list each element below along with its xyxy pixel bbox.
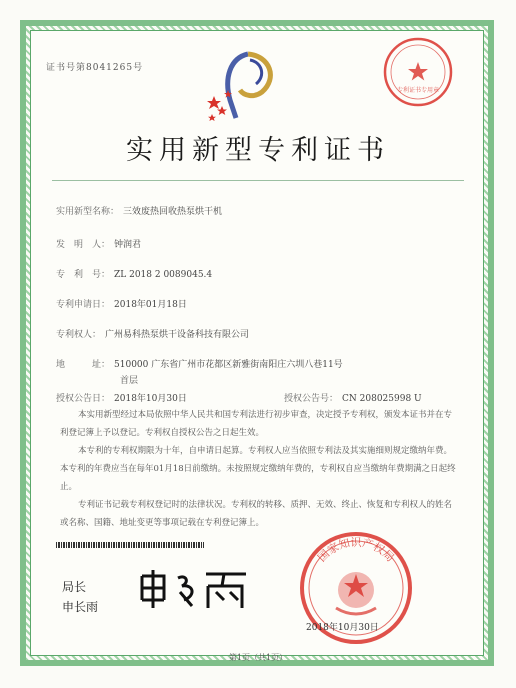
field-value: 510000 广东省广州市花都区新雅街南阳庄六圳八巷11号	[114, 360, 343, 370]
field-address	[56, 357, 343, 370]
page-number: 第1页（共1页）	[228, 653, 288, 662]
field-label: 授权公告号：	[284, 394, 339, 404]
page-title: 实用新型专利证书	[126, 135, 390, 166]
field-label: 实用新型名称：	[56, 207, 120, 217]
seal-date: 2018年10月30日	[306, 623, 379, 633]
field-value: 广州易科热泵烘干设备科技有限公司	[105, 330, 250, 340]
svg-text:国家知识产权局: 国家知识产权局	[315, 536, 397, 565]
patent-office-logo	[200, 48, 290, 128]
field-label: 专利权人：	[56, 330, 102, 340]
handwritten-signature	[134, 566, 254, 610]
official-stamp-top	[382, 36, 454, 108]
paragraph-term: 本专利的专利权期限为十年，自申请日起算。专利权人应当依照专利法及其实施细则规定缴纳年费。本专利的年费应当在每年01月18日前缴纳。未按照规定缴纳年费的，专利权自应当缴纳年费期满之日起终止。	[60, 446, 456, 492]
field-filing-date	[56, 297, 187, 310]
field-value: 2018年01月18日	[114, 300, 187, 310]
field-label: 专利申请日：	[56, 300, 111, 310]
field-grant-date	[56, 391, 187, 404]
field-address-line2: 首层	[120, 376, 139, 386]
title-divider	[52, 180, 464, 181]
field-inventor	[56, 237, 141, 250]
field-label: 专 利 号：	[56, 270, 111, 280]
field-value: 2018年10月30日	[114, 394, 187, 404]
field-utility-model-name	[56, 204, 222, 217]
field-patentee	[56, 327, 249, 340]
field-label: 地 址：	[56, 360, 111, 370]
field-value: 钟润君	[114, 240, 142, 250]
barcode	[56, 542, 204, 548]
field-label: 发 明 人：	[56, 240, 111, 250]
paragraph-legal-status: 专利证书记载专利权登记时的法律状况。专利权的转移、质押、无效、终止、恢复和专利权人的姓名或名称、国籍、地址变更等事项记载在专利登记簿上。	[60, 500, 453, 528]
field-patent-number	[56, 267, 212, 280]
paragraph-grant: 本实用新型经过本局依照中华人民共和国专利法进行初步审查，决定授予专利权，颁发本证书并在专利登记簿上予以登记。专利权自授权公告之日起生效。	[60, 410, 453, 438]
field-value: 三效废热回收热泵烘干机	[123, 207, 223, 217]
svg-text:专利证书专用章: 专利证书专用章	[396, 87, 440, 94]
signatory-title: 局长	[62, 580, 87, 594]
field-grant-number	[284, 391, 422, 404]
field-label: 授权公告日：	[56, 394, 111, 404]
certificate-number: 证书号第8041265号	[46, 63, 144, 73]
field-value: CN 208025998 U	[342, 394, 422, 404]
field-value: ZL 2018 2 0089045.4	[114, 270, 213, 280]
signatory-name: 申长雨	[62, 600, 99, 614]
